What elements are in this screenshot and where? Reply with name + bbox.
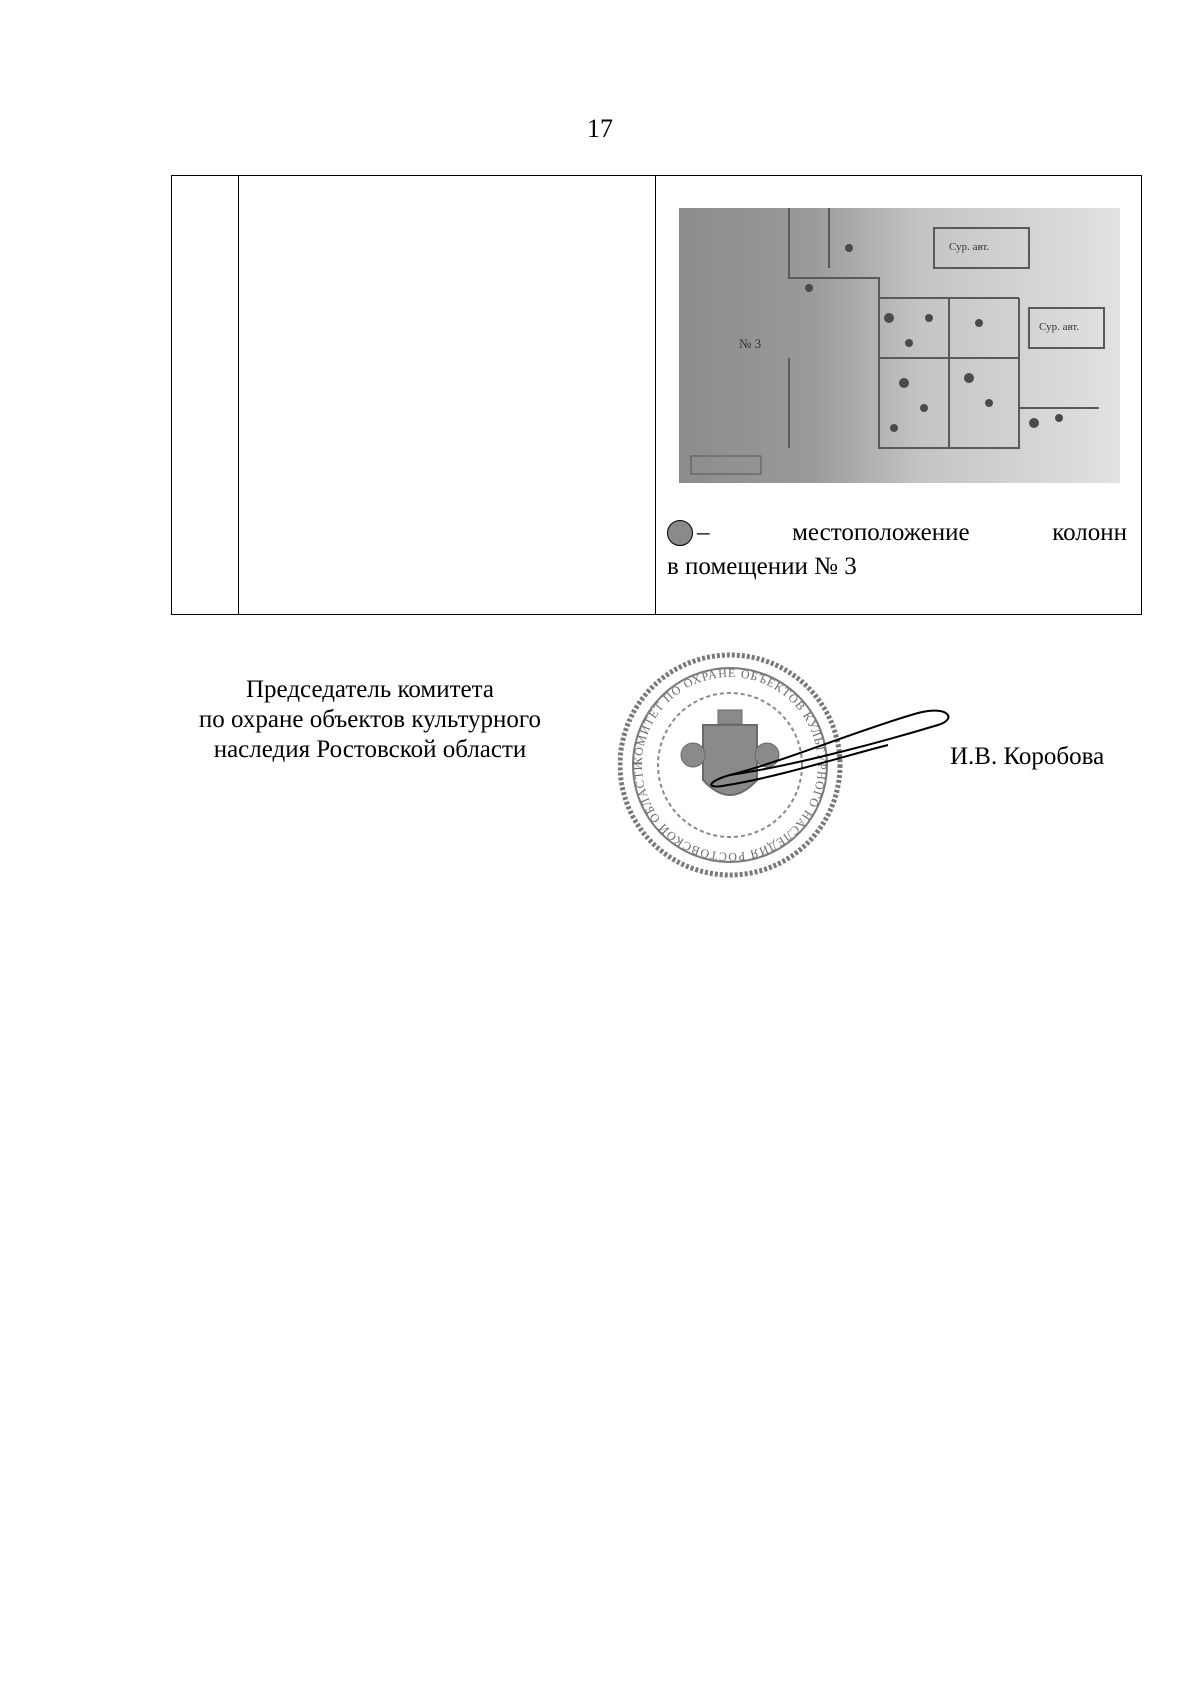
legend-line: в помещении № 3 — [667, 553, 857, 580]
table-column-divider — [655, 176, 656, 614]
signatory-name: И.В. Коробова — [950, 743, 1105, 770]
legend-dash: – — [697, 519, 710, 546]
legend — [667, 516, 1127, 584]
legend-line — [667, 516, 1127, 550]
signatory-title-line: Председатель комитета — [246, 676, 494, 703]
signatory-title — [150, 675, 590, 765]
signatory-title-line: наследия Ростовской области — [213, 736, 527, 763]
legend-word-location: местоположение — [792, 519, 970, 546]
document-table — [171, 175, 1142, 615]
floor-plan-image — [679, 208, 1120, 483]
svg-text:Сур. авт.: Сур. авт. — [1039, 321, 1080, 333]
official-seal-with-signature — [618, 645, 958, 890]
svg-text:№ 3: № 3 — [739, 336, 762, 351]
legend-word-columns: колонн — [1052, 519, 1127, 546]
seal-text: КОМИТЕТ ПО ОХРАНЕ ОБЪЕКТОВ КУЛЬТУРНОГО НАСЛЕДИЯ РОСТОВСКОЙ ОБЛАСТИ — [630, 665, 830, 865]
column-marker-icon — [667, 520, 693, 546]
svg-text:Сур. авт.: Сур. авт. — [949, 241, 990, 253]
page-number: 17 — [587, 114, 613, 143]
signatory-title-line: по охране объектов культурного — [198, 706, 542, 733]
table-column-divider — [238, 176, 239, 614]
coat-of-arms-icon — [681, 710, 779, 795]
